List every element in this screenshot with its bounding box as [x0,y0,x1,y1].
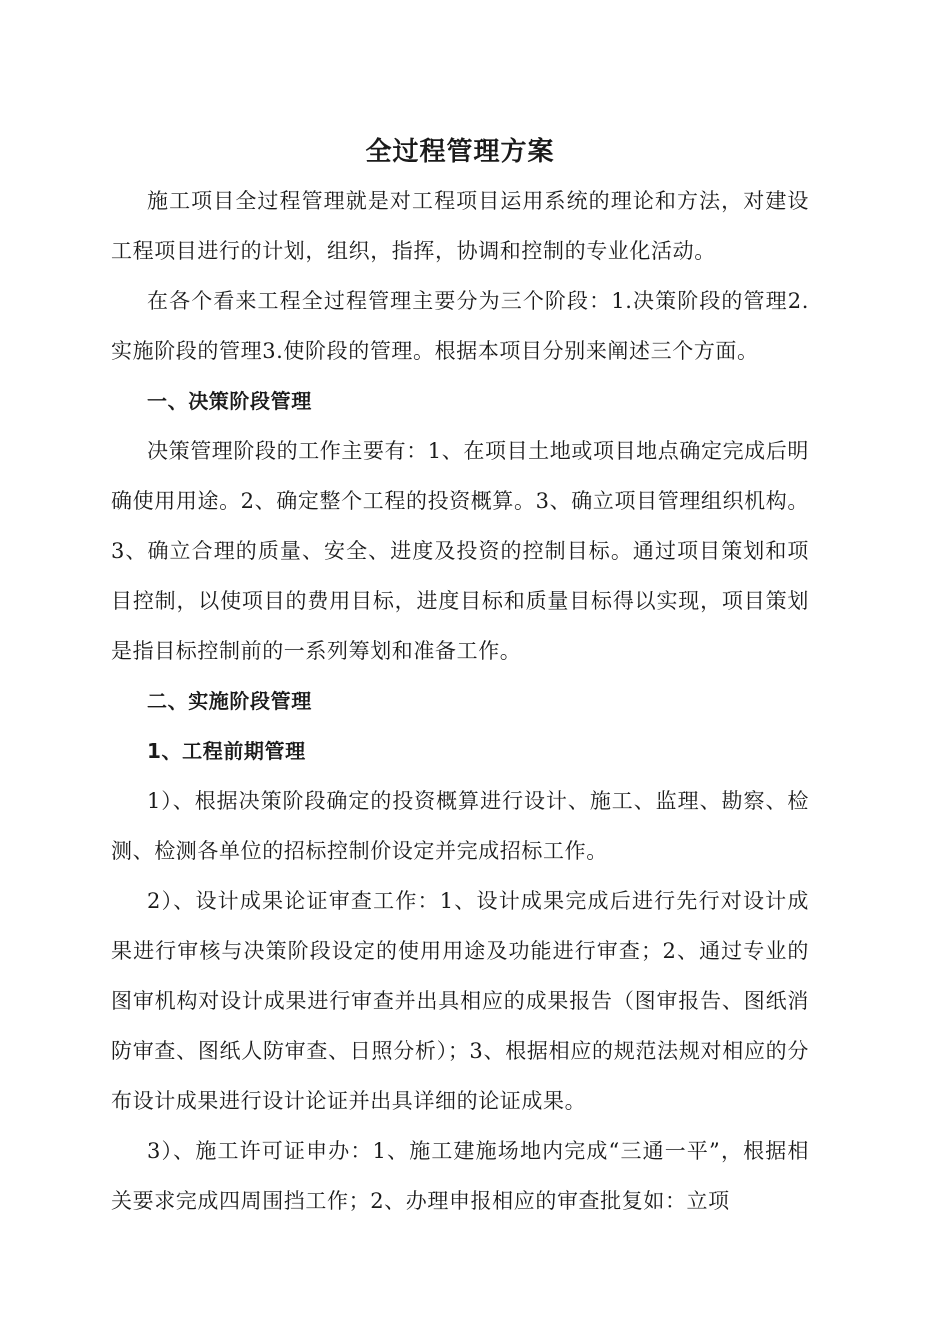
document-body [111,128,809,1226]
paragraph-stages: 在各个看来工程全过程管理主要分为三个阶段：1.决策阶段的管理2.实施阶段的管理3.使阶段的管理。根据本项目分别来阐述三个方面。 [111,289,809,363]
section-heading-decision: 一、决策阶段管理 [147,389,312,413]
document-title: 全过程管理方案 [365,137,555,167]
paragraph-intro: 施工项目全过程管理就是对工程项目运用系统的理论和方法，对建设工程项目进行的计划，组织，指挥，协调和控制的专业化活动。 [111,189,809,263]
section-heading-implementation: 二、实施阶段管理 [147,689,312,713]
paragraph-item-2: 2）、设计成果论证审查工作：1、设计成果完成后进行先行对设计成果进行审核与决策阶段设定的使用用途及功能进行审查；2、通过专业的图审机构对设计成果进行审查并出具相应的成果报告（图审报告、图纸消防审查、图纸人防审查、日照分析）；3、根据相应的规范法规对相应的分布设计成果进行设计论证并出具详细的论证成果。 [111,889,809,1113]
subsection-heading-preliminary: 1、工程前期管理 [147,739,306,763]
paragraph-item-1: 1）、根据决策阶段确定的投资概算进行设计、施工、监理、勘察、检测、检测各单位的招标控制价设定并完成招标工作。 [111,789,809,863]
paragraph-decision: 决策管理阶段的工作主要有：1、在项目土地或项目地点确定完成后明确使用用途。2、确定整个工程的投资概算。3、确立项目管理组织机构。3、确立合理的质量、安全、进度及投资的控制目标。通过项目策划和项目控制，以使项目的费用目标，进度目标和质量目标得以实现，项目策划是指目标控制前的一系列筹划和准备工作。 [111,439,809,663]
paragraph-item-3: 3）、施工许可证申办：1、施工建施场地内完成“三通一平”，根据相关要求完成四周围挡工作；2、办理申报相应的审查批复如：立项 [111,1139,809,1213]
